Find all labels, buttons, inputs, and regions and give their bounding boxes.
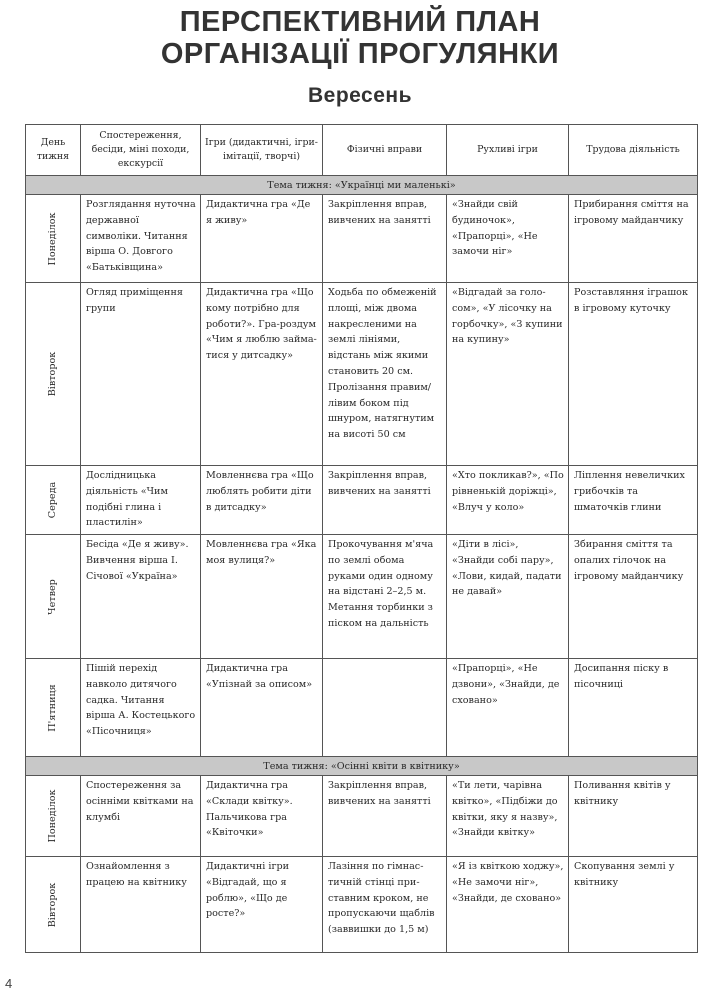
table-cell: Дидактична гра «Де я живу» xyxy=(201,195,323,283)
theme-row xyxy=(26,757,698,776)
header-observations: Спостереження, бесіди, міні походи, екскурсії xyxy=(81,125,201,176)
theme-label: Тема тижня: «Українці ми маленькі» xyxy=(26,176,698,195)
day-cell: Четвер xyxy=(26,535,81,659)
table-cell: Лазіння по гімнастичній стінці приставним кроком, не пропускаючи щаблів (заввишки до 1,5 м) xyxy=(323,857,447,953)
table-cell: Дидактичні ігри «Відгадай, що я роблю», «Що де росте?» xyxy=(201,857,323,953)
table-cell: Поливання квітів у квітнику xyxy=(569,776,698,857)
table-cell: «Відгадай за голосом», «У лісочку на горбочку», «З купини на купину» xyxy=(447,283,569,466)
theme-row xyxy=(26,176,698,195)
table-cell: Ліплення невеличких грибочків та шматочків глини xyxy=(569,466,698,535)
table-cell: Ходьба по обмеженій площі, між двома накресленими на землі лініями, відстань між якими становить 20 см. Пролізання правим/лівим боком під шнуром, натягнутим на висоті 50 см xyxy=(323,283,447,466)
table-cell: Досипання піску в пісочниці xyxy=(569,659,698,757)
page-title-line-2: ОРГАНІЗАЦІЇ ПРОГУЛЯНКИ xyxy=(160,38,560,70)
table-cell: Прокочування м'яча по землі обома руками один одному на відстані 2–2,5 м. Метання торбинки з піском на дальність xyxy=(323,535,447,659)
table-cell: Дидактична гра «Упізнай за описом» xyxy=(201,659,323,757)
table-cell: Збирання сміття та опалих гілочок на ігровому майданчику xyxy=(569,535,698,659)
table-cell: Дидактична гра «Склади квітку». Пальчикова гра «Квіточки» xyxy=(201,776,323,857)
table-cell: Скопування землі у квітнику xyxy=(569,857,698,953)
table-cell xyxy=(323,659,447,757)
header-active-games: Рухливі ігри xyxy=(447,125,569,176)
page-title-line-1: ПЕРСПЕКТИВНИЙ ПЛАН xyxy=(179,6,541,38)
table-row xyxy=(26,195,698,283)
table-cell: Прибирання сміття на ігровому майданчику xyxy=(569,195,698,283)
header-labor: Трудова діяльність xyxy=(569,125,698,176)
header-day: День тижня xyxy=(26,125,81,176)
header-exercises: Фізичні вправи xyxy=(323,125,447,176)
table-cell: Спостереження за осінніми квітками на клумбі xyxy=(81,776,201,857)
table-row xyxy=(26,283,698,466)
day-cell: Вівторок xyxy=(26,283,81,466)
table-cell: «Ти лети, чарівна квітко», «Підбіжи до квітки, яку я назву», «Знайди квітку» xyxy=(447,776,569,857)
day-cell: Понеділок xyxy=(26,776,81,857)
table-cell: Пішій перехід навколо дитячого садка. Читання вірша А. Костецького «Пісочниця» xyxy=(81,659,201,757)
table-cell: Розставляння іграшок в ігровому куточку xyxy=(569,283,698,466)
table-cell: Дослідницька діяльність «Чим подібні глина і пластилін» xyxy=(81,466,201,535)
walk-plan-table xyxy=(25,124,698,953)
day-cell: Середа xyxy=(26,466,81,535)
table-cell: Закріплення вправ, вивчених на занятті xyxy=(323,195,447,283)
table-cell: Закріплення вправ, вивчених на занятті xyxy=(323,466,447,535)
table-cell: «Прапорці», «Не дзвони», «Знайди, де сховано» xyxy=(447,659,569,757)
table-cell: Мовленнєва гра «Яка моя вулиця?» xyxy=(201,535,323,659)
table-cell: Огляд приміщення групи xyxy=(81,283,201,466)
table-cell: Мовленнєва гра «Що люблять робити діти в дитсадку» xyxy=(201,466,323,535)
table-cell: Бесіда «Де я живу». Вивчення вірша І. Січової «Україна» xyxy=(81,535,201,659)
table-row xyxy=(26,659,698,757)
table-cell: Ознайомлення з працею на квітнику xyxy=(81,857,201,953)
day-cell: Вівторок xyxy=(26,857,81,953)
page-number: 4 xyxy=(5,976,13,991)
table-header-row xyxy=(26,125,698,176)
table-cell: «Я із квіткою ходжу», «Не замочи ніг», «Знайди, де сховано» xyxy=(447,857,569,953)
table-row xyxy=(26,535,698,659)
table-cell: Дидактична гра «Що кому потрібно для роботи?». Гра-роздум «Чим я люблю займатися у дитсадку» xyxy=(201,283,323,466)
table-cell: «Хто покликав?», «По рівненькій доріжці», «Влуч у коло» xyxy=(447,466,569,535)
table-cell: Розглядання нуточна державної символіки. Читання вірша О. Довгого «Батьківщина» xyxy=(81,195,201,283)
day-cell: Понеділок xyxy=(26,195,81,283)
theme-label: Тема тижня: «Осінні квіти в квітнику» xyxy=(26,757,698,776)
table-row xyxy=(26,776,698,857)
table-cell: Закріплення вправ, вивчених на занятті xyxy=(323,776,447,857)
table-row xyxy=(26,857,698,953)
table-row xyxy=(26,466,698,535)
table-cell: «Діти в лісі», «Знайди собі пару», «Лови, кидай, падати не давай» xyxy=(447,535,569,659)
header-games: Ігри (дидактичні, ігри-імітації, творчі) xyxy=(201,125,323,176)
month-heading: Вересень xyxy=(307,84,413,107)
table-cell: «Знайди свій будиночок», «Прапорці», «Не замочи ніг» xyxy=(447,195,569,283)
day-cell: П'ятниця xyxy=(26,659,81,757)
